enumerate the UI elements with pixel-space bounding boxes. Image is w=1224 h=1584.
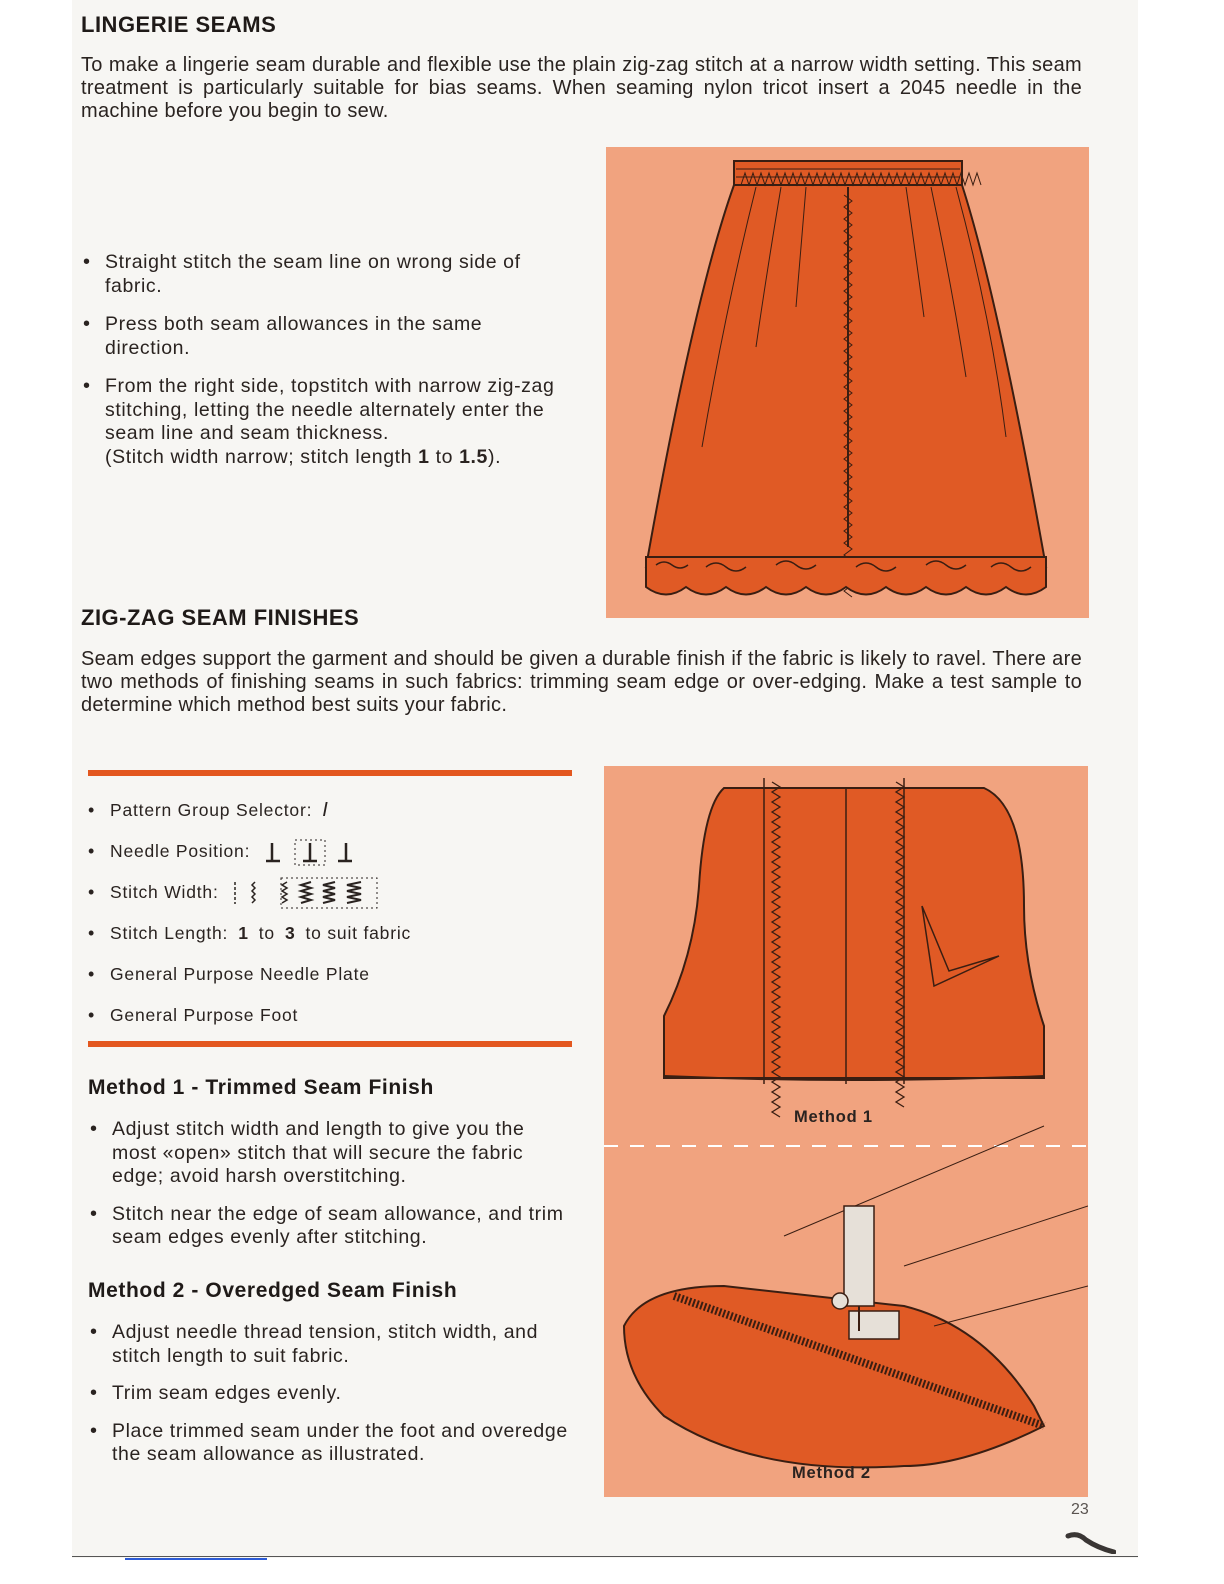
stitch-note-length-min: 1: [418, 445, 430, 468]
method-1-steps-list: [88, 1118, 572, 1250]
stitch-length-label: • Stitch Length:: [110, 923, 229, 943]
pattern-group-label: • Pattern Group Selector:: [110, 800, 313, 820]
stitch-length-min: 1: [238, 923, 249, 943]
needle-position-label: • Needle Position:: [110, 841, 251, 861]
lingerie-seams-heading: LINGERIE SEAMS: [81, 12, 277, 37]
stitch-note-prefix: (Stitch width narrow; stitch length: [105, 445, 419, 468]
stitch-note: [105, 446, 567, 470]
method-2-step-1: • Adjust needle thread tension, stitch width, and stitch length to suit fabric.: [88, 1321, 572, 1368]
lingerie-slip-illustration: [606, 147, 1089, 618]
method-2-steps-list: [88, 1321, 572, 1467]
stitch-length-max: 3: [284, 923, 296, 943]
setting-needle-position: [88, 831, 572, 872]
method-2-caption: Method 2: [792, 1464, 871, 1482]
lingerie-step-3-text: From the right side, topstitch with narrow zig-zag stitching, letting the needle alternately enter the seam line and seam thickness.: [105, 375, 555, 444]
method-2-step-2: • Trim seam edges evenly.: [88, 1382, 572, 1406]
setting-pattern-group: [88, 790, 572, 831]
scribble-mark-icon: [1064, 1528, 1116, 1554]
stitch-note-to: to: [429, 445, 460, 468]
method-2-heading: Method 2 - Overedged Seam Finish: [88, 1279, 458, 1302]
machine-settings-list: [88, 790, 572, 1036]
method-1-caption: Method 1: [794, 1108, 873, 1126]
page-bottom-rule: [72, 1556, 1138, 1557]
stitch-note-length-max: 1.5: [459, 445, 489, 468]
pattern-group-value: I: [322, 799, 329, 821]
setting-foot: • General Purpose Foot: [88, 995, 572, 1036]
method-1-heading: Method 1 - Trimmed Seam Finish: [88, 1076, 434, 1099]
lingerie-seams-intro: To make a lingerie seam durable and flexible use the plain zig-zag stitch at a narrow width setting. This seam treatment is particularly suitable for bias seams. When seaming nylon tricot insert a 2045 needle in the machine before you begin to sew.: [81, 54, 1082, 122]
zigzag-seam-finishes-heading: ZIG-ZAG SEAM FINISHES: [81, 605, 360, 630]
lingerie-steps-list: [81, 251, 567, 469]
needle-position-icon: [260, 837, 360, 867]
stitch-width-icon: [229, 876, 379, 910]
method-1-step-1: • Adjust stitch width and length to give you the most «open» stitch that will secure the fabric edge; avoid harsh overstitching.: [88, 1118, 572, 1189]
setting-stitch-length: [88, 913, 572, 954]
setting-stitch-width: [88, 872, 572, 913]
zigzag-seam-finishes-intro: Seam edges support the garment and should be given a durable finish if the fabric is likely to ravel. There are two methods of finishing seams in such fabrics: trimming seam edge or over-edging. Make a test sample to determine which method best suits your fabric.: [81, 648, 1082, 716]
settings-bottom-rule: [88, 1041, 572, 1047]
lingerie-step-1: • Straight stitch the seam line on wrong side of fabric.: [81, 251, 567, 298]
settings-top-rule: [88, 770, 572, 776]
seam-finish-illustrations: [604, 766, 1088, 1497]
seam-finish-drawing-icon: [604, 766, 1088, 1497]
stitch-length-suffix: to suit fabric: [305, 923, 412, 943]
method-1-step-2: • Stitch near the edge of seam allowance, and trim seam edges evenly after stitching.: [88, 1203, 572, 1250]
setting-needle-plate: • General Purpose Needle Plate: [88, 954, 572, 995]
stitch-length-to-word: to: [258, 923, 275, 943]
stitch-width-label: • Stitch Width:: [110, 882, 219, 902]
lingerie-step-3: [81, 375, 567, 469]
stitch-note-suffix: ).: [488, 445, 502, 468]
slip-drawing-icon: [606, 147, 1089, 618]
method-2-step-3: • Place trimmed seam under the foot and overedge the seam allowance as illustrated.: [88, 1420, 572, 1467]
page-number: 23: [1071, 1501, 1089, 1518]
lingerie-step-2: • Press both seam allowances in the same direction.: [81, 313, 567, 360]
page-bottom-accent: [125, 1558, 267, 1560]
